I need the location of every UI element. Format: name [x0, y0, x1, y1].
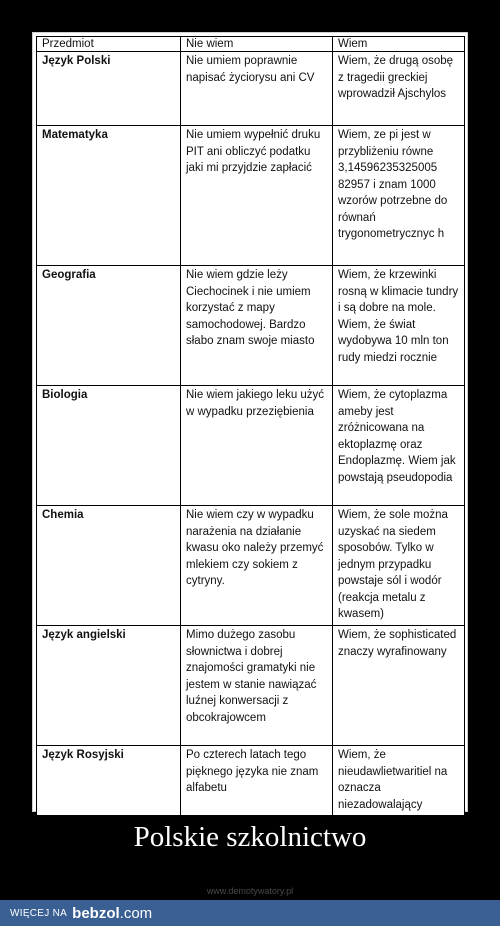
header-know: Wiem	[333, 37, 465, 52]
row-dont-know: Po czterech latach tego pięknego języka nie znam alfabetu	[181, 746, 333, 816]
footer-banner[interactable]	[0, 900, 500, 926]
row-know: Wiem, że sophisticated znaczy wyrafinowany	[333, 626, 465, 746]
table-row	[37, 52, 465, 126]
row-know: Wiem, że krzewinki rosną w klimacie tundry i są dobre na mole. Wiem, że świat wydobywa 10 mln ton rudy miedzi rocznie	[333, 266, 465, 386]
table-header-row	[37, 37, 465, 52]
header-subject: Przedmiot	[37, 37, 181, 52]
row-subject: Język angielski	[37, 626, 181, 746]
row-dont-know: Nie umiem wypełnić druku PIT ani obliczyć podatku jaki mi przyjdzie zapłacić	[181, 126, 333, 266]
table-row	[37, 386, 465, 506]
logo-name: bebzol	[72, 904, 120, 922]
watermark: www.demotywatory.pl	[206, 886, 294, 896]
header-dont-know: Nie wiem	[181, 37, 333, 52]
table-row	[37, 626, 465, 746]
row-subject: Matematyka	[37, 126, 181, 266]
row-dont-know: Nie umiem poprawnie napisać życiorysu ani CV	[181, 52, 333, 126]
row-know: Wiem, ze pi jest w przybliżeniu równe 3,14596235325005 82957 i znam 1000 wzorów potrzebne do równań trygonometrycznyc h	[333, 126, 465, 266]
row-subject: Język Rosyjski	[37, 746, 181, 816]
row-dont-know: Nie wiem jakiego leku użyć w wypadku przeziębienia	[181, 386, 333, 506]
row-subject: Geografia	[37, 266, 181, 386]
row-know: Wiem, że nieudawlietwaritiel na oznacza niezadowalający	[333, 746, 465, 816]
row-know: Wiem, że drugą osobę z tragedii greckiej wprowadził Ajschylos	[333, 52, 465, 126]
poster-caption: Polskie szkolnictwo	[133, 821, 367, 853]
footer-prefix: WIĘCEJ NA	[10, 907, 68, 919]
table-row	[37, 746, 465, 816]
table-row	[37, 506, 465, 626]
comparison-table	[36, 36, 465, 816]
bebzol-logo[interactable]	[72, 905, 152, 922]
table-row	[37, 126, 465, 266]
row-know: Wiem, że cytoplazma ameby jest zróżnicowana na ektoplazmę oraz Endoplazmę. Wiem jak powstają pseudopodia	[333, 386, 465, 506]
row-subject: Biologia	[37, 386, 181, 506]
row-dont-know: Mimo dużego zasobu słownictwa i dobrej znajomości gramatyki nie jestem w stanie nawiązać luźnej konwersacji z obcokrajowcem	[181, 626, 333, 746]
row-dont-know: Nie wiem czy w wypadku narażenia na działanie kwasu oko należy przemyć mlekiem czy sokiem z cytryny.	[181, 506, 333, 626]
logo-tld: .com	[119, 904, 153, 922]
row-subject: Język Polski	[37, 52, 181, 126]
row-dont-know: Nie wiem gdzie leży Ciechocinek i nie umiem korzystać z mapy samochodowej. Bardzo słabo znam swoje miasto	[181, 266, 333, 386]
row-subject: Chemia	[37, 506, 181, 626]
poster-frame	[32, 32, 468, 812]
table-row	[37, 266, 465, 386]
row-know: Wiem, że sole można uzyskać na siedem sposobów. Tylko w jednym przypadku powstaje sól i wodór (reakcja metalu z kwasem)	[333, 506, 465, 626]
